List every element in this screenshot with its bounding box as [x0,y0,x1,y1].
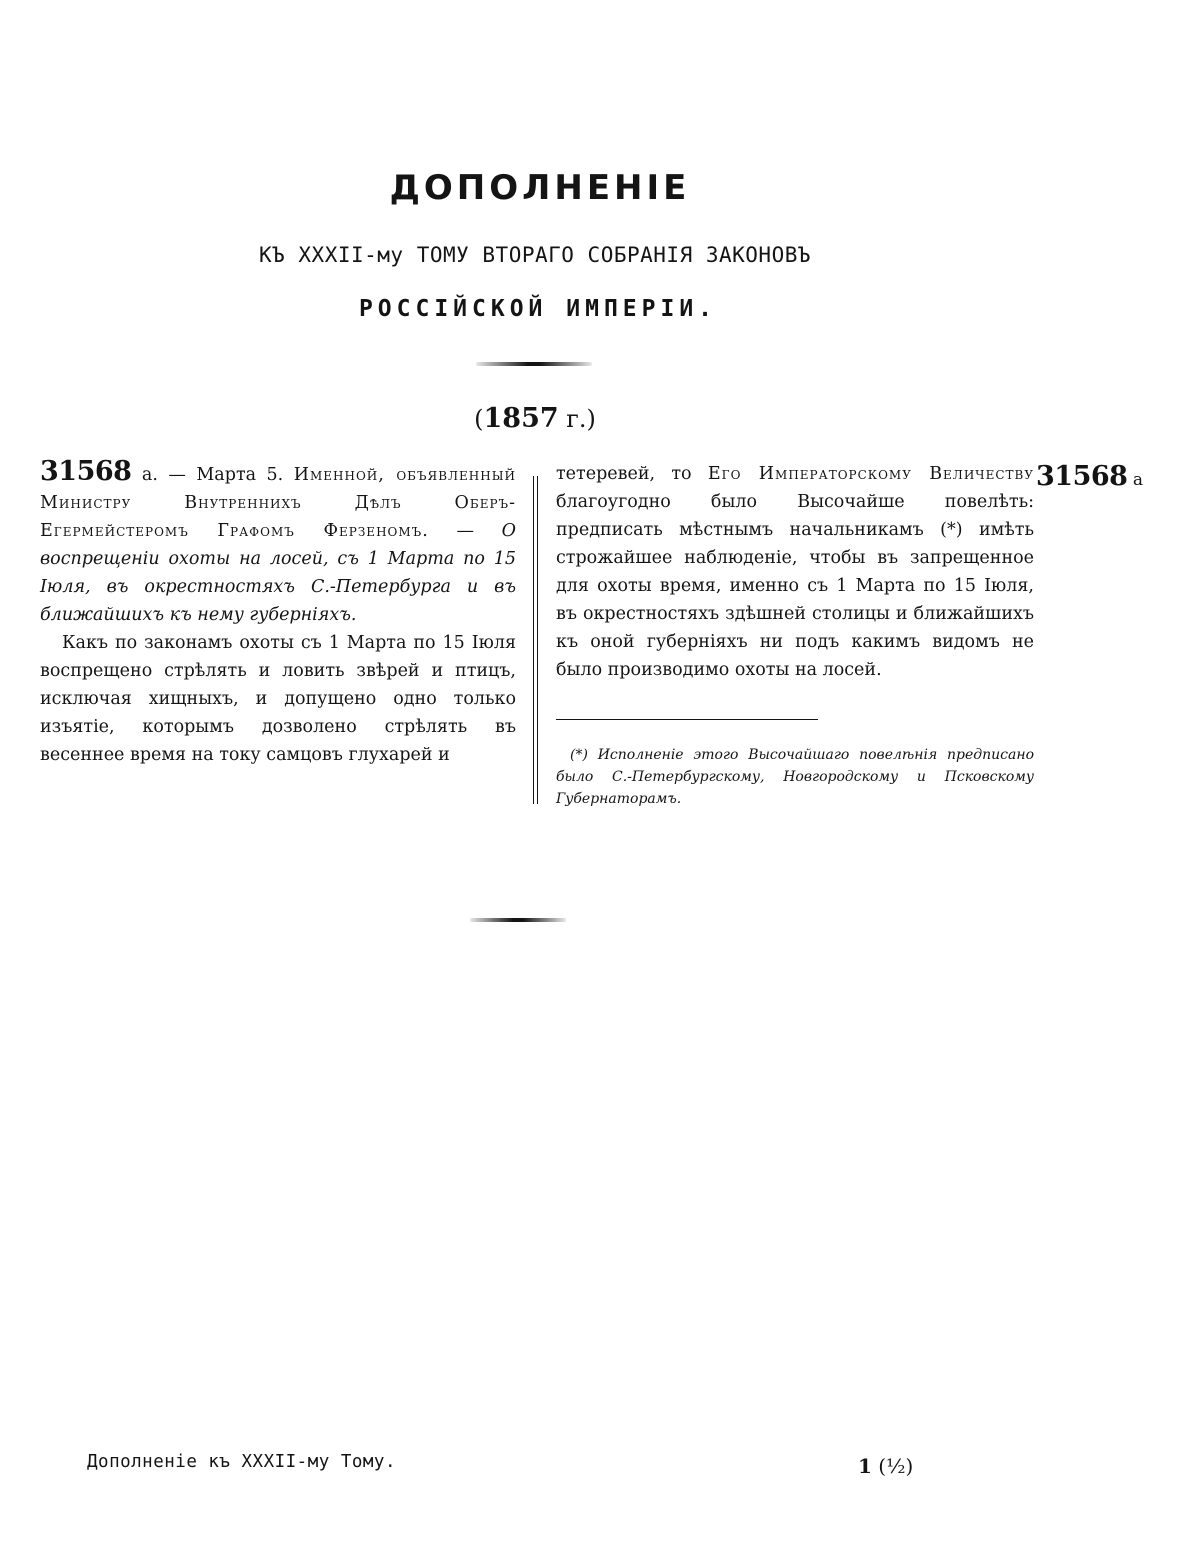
subtitle-empire: РОССІЙСКОЙ ИМПЕРІИ. [358,296,718,322]
ornamental-rule-top [476,362,592,366]
continuation-majesty: Его Императорскому Величеству [707,464,1034,484]
footnote-rule [556,719,818,720]
year-number: 1857 [483,403,559,434]
page-title: ДОПОЛНЕНІЕ [389,168,691,208]
entry-decree-type: Именной, объявленный Министру Внутреннихъ Дѣлъ Оберъ-Егермейстеромъ Графомъ Ферзеномъ. [40,465,516,541]
year-open-paren: ( [474,405,484,433]
continuation-rest: благоугодно было Высочайше повелѣть: предписать мѣстнымъ начальникамъ (*) имѣть строжайшее наблюденіе, чтобы въ запрещенное для охоты время, именно съ 1 Марта по 15 Іюля, въ окрестностяхъ здѣшней столицы и ближайшихъ къ оной губерніяхъ ни подъ какимъ видомъ не было производимо охоты на лосей. [556,492,1034,680]
running-footer: Дополненіе къ XXXII-му Тому. [87,1452,397,1472]
entry-number: 31568 [40,456,132,487]
right-column [556,460,1034,684]
entry-dash: — [428,521,502,541]
subtitle-volume: КЪ XXXII-му ТОМУ ВТОРАГО СОБРАНІЯ ЗАКОНОВЪ [258,243,811,267]
page-number-main: 1 [858,1454,872,1478]
footnote-text: (*) Исполненіе этого Высочайшаго повелѣнія предписано было С.-Петербургскому, Новгородскому и Псковскому Губернаторамъ. [556,747,1034,807]
margin-number: 31568 [1036,461,1128,492]
margin-entry-number [1036,462,1143,495]
ornamental-rule-bottom [470,918,566,922]
page-number-fraction: (½) [871,1454,914,1478]
entry-subject: О воспрещеніи охоты на лосей, съ 1 Марта по 15 Іюля, въ окрестностяхъ С.-Петербурга и въ ближайшихъ къ нему губерніяхъ. [40,521,516,625]
margin-number-suffix: а [1127,470,1143,490]
left-column [40,458,516,769]
entry-paragraph: Какъ по законамъ охоты съ 1 Марта по 15 Іюля воспрещено стрѣлять и ловить звѣрей и птицъ, исключая хищныхъ, и допущено одно только изъятіе, которымъ дозволено стрѣлять въ весеннее время на току самцовъ глухарей и [40,633,516,765]
entry-continuation [556,460,1034,684]
page-number [858,1454,913,1478]
column-divider [533,476,538,804]
entry-date: а. — Марта 5. [131,465,294,485]
continuation-start: тетеревей, то [556,464,708,484]
year-suffix: г.) [558,405,596,433]
entry-heading [40,458,516,629]
footnote [556,744,1034,810]
year-heading [0,403,1070,434]
